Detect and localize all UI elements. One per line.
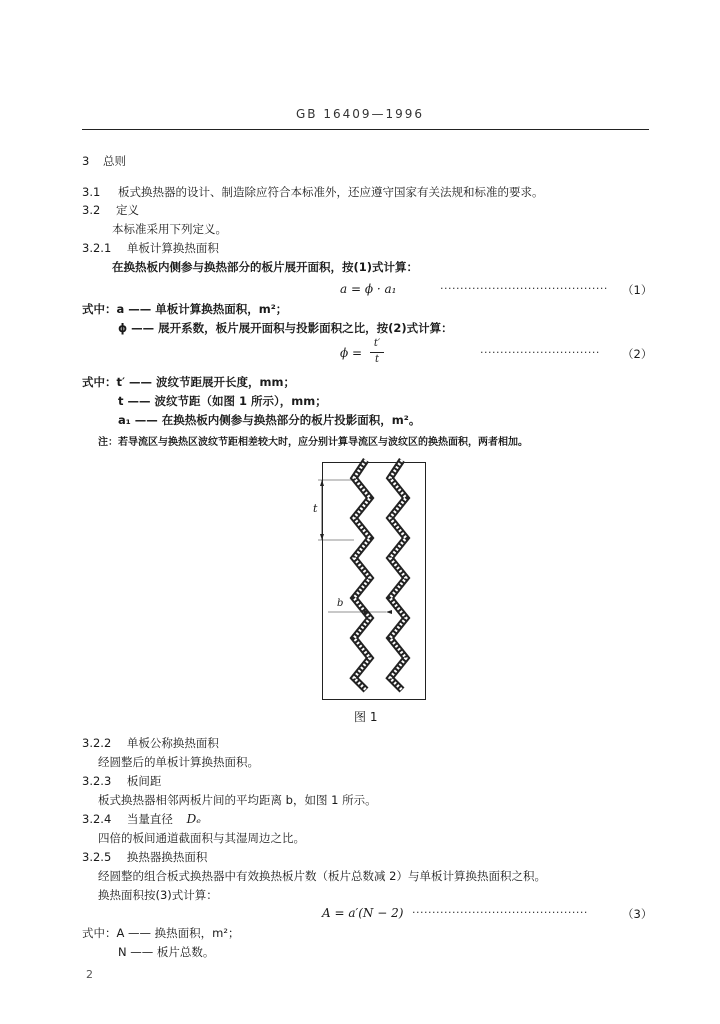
where-phi: ϕ —— 展开系数，板片展开面积与投影面积之比，按(2)式计算： [118,321,453,335]
label-t: t [313,502,318,515]
clause-3-2-5-body: 经圆整的组合板式换热器中有效换热板片数（板片总数减 2）与单板计算换热面积之积。 [98,869,546,883]
clause-3-2-3-body: 板式换热器相邻两板片间的平均距离 b，如图 1 所示。 [98,793,377,807]
where-t: t —— 波纹节距（如图 1 所示），mm； [118,394,327,408]
clause-number: 3.2.4 [82,812,112,826]
equation-3: A = a′(N − 2) [322,906,404,920]
clause-title: 定义 [115,203,139,217]
clause-3-2-4-body: 四倍的板间通道截面积与其湿周边之比。 [98,831,305,845]
clause-title: 单板计算换热面积 [126,241,219,255]
clause-number: 3.2.3 [82,774,112,788]
equation-2-leader: ······························ [480,346,600,359]
clause-3-2-3-heading [82,773,161,789]
clause-3-2-2-heading [82,735,219,751]
section-number: 3 [82,154,90,168]
where-t-prime: 式中：t′ —— 波纹节距展开长度，mm； [82,375,296,389]
clause-number: 3.2 [82,203,101,217]
equation-1-number: （1） [622,283,653,297]
page-number: 2 [86,968,93,981]
section-title: 总则 [102,154,126,168]
clause-number: 3.2.5 [82,850,112,864]
where-N: N —— 板片总数。 [118,945,215,959]
equation-2-lhs: ϕ = [340,346,363,360]
equation-2-number: （2） [622,347,653,361]
where-a1: a₁ —— 在换热板内侧参与换热部分的板片投影面积，m²。 [118,413,421,427]
clause-3-2-2-body: 经圆整后的单板计算换热面积。 [98,755,259,769]
note: 注：若导流区与换热区波纹节距相差较大时，应分别计算导流区与波纹区的换热面积，两者相加。 [98,437,528,448]
clause-title: 板间距 [126,774,162,788]
where-A: 式中：A —— 换热面积，m²； [82,926,240,940]
standard-number-header: GB 16409—1996 [295,107,425,121]
clause-3-2-5-heading [82,849,207,865]
clause-number: 3.2.2 [82,736,112,750]
equation-3-number: （3） [622,907,653,921]
clause-number: 3.2.1 [82,241,112,255]
equation-2-numerator: t′ [373,338,381,349]
clause-3-2-1-body: 在换热板内侧参与换热部分的板片展开面积，按(1)式计算： [112,260,419,274]
where-a: 式中：a —— 单板计算换热面积，m²； [82,302,288,316]
symbol-de: Dₑ [186,812,201,826]
equation-1: a = ϕ · a₁ [340,282,397,296]
clause-number: 3.1 [82,185,101,199]
label-b: b [337,598,344,609]
clause-3-2-body: 本标准采用下列定义。 [112,222,227,236]
clause-3-2-5-body2: 换热面积按(3)式计算： [98,888,218,902]
clause-title: 单板公称换热面积 [126,736,219,750]
clause-3-2-4-heading [82,811,201,827]
clause-title: 换热器换热面积 [126,850,208,864]
equation-1-leader: ·········································· [440,282,608,295]
equation-2-denominator: t [374,354,380,365]
clause-text: 板式换热器的设计、制造除应符合本标准外，还应遵守国家有关法规和标准的要求。 [117,185,544,199]
equation-3-leader: ············································ [412,906,588,919]
clause-title: 当量直径 [126,812,173,826]
figure-1-caption: 图 1 [354,710,378,724]
